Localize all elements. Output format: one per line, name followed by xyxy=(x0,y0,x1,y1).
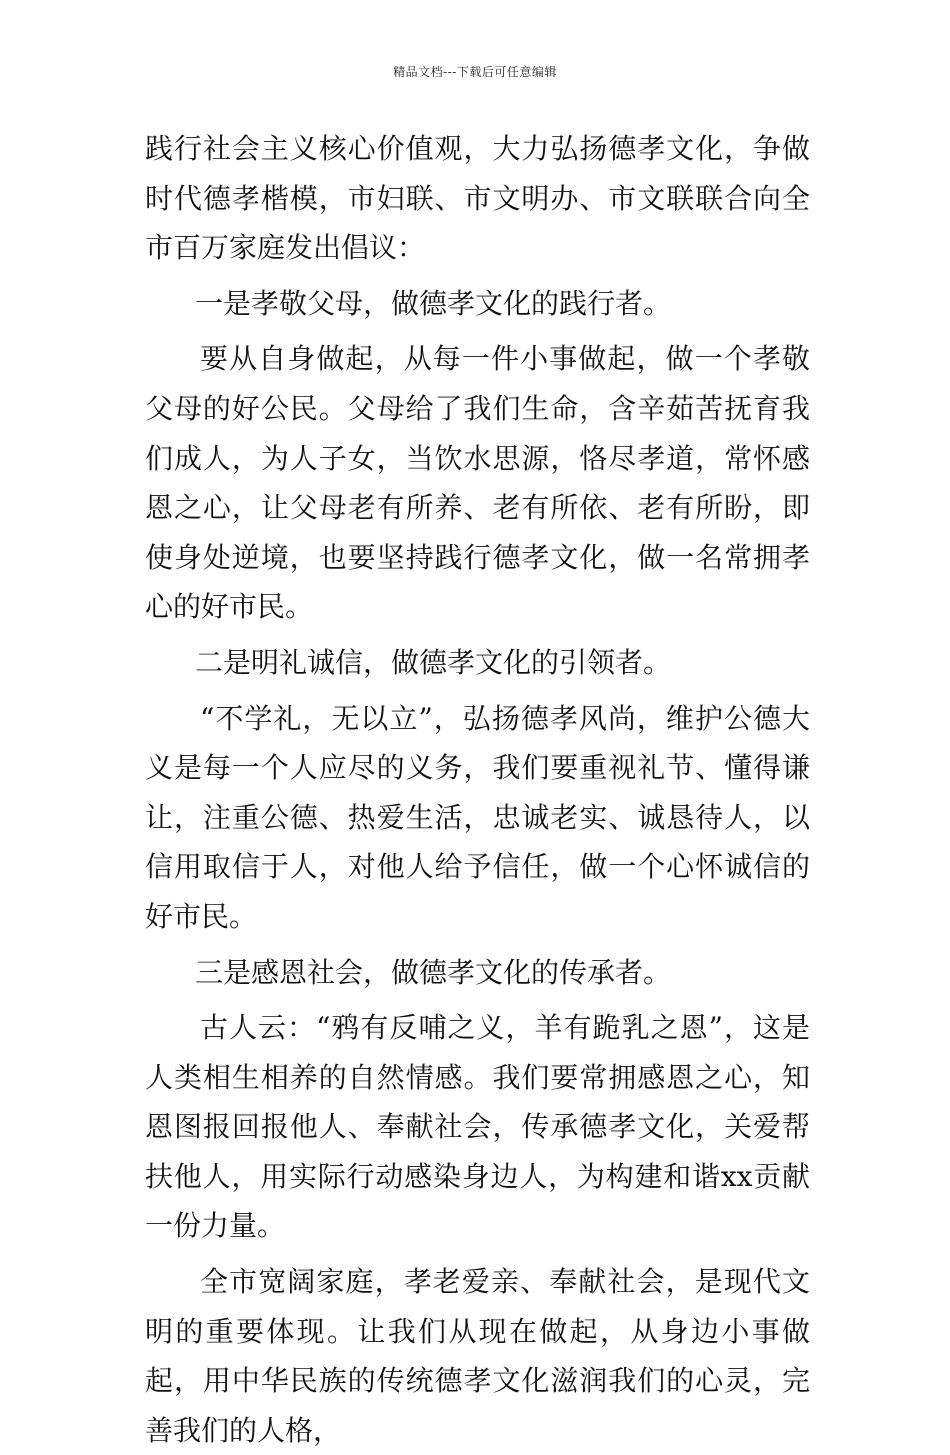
section-heading-3: 三是感恩社会，做德孝文化的传承者。 xyxy=(195,955,672,989)
intro-paragraph: 践行社会主义核心价值观，大力弘扬德孝文化，争做时代德孝楷模，市妇联、市文明办、市文联联合向全市百万家庭发出倡议： xyxy=(145,132,810,265)
section-body-1: 要从自身做起，从每一件小事做起，做一个孝敬父母的好公民。父母给了我们生命，含辛茹苦抚育我们成人，为人子女，当饮水思源，恪尽孝道，常怀感恩之心，让父母老有所养、老有所依、老有所盼，即使身处逆境，也要坚持践行德孝文化，做一名常拥孝心的好市民。 xyxy=(145,342,810,624)
section-body-2: “不学礼，无以立”，弘扬德孝风尚，维护公德大义是每一个人应尽的义务，我们要重视礼节、懂得谦让，注重公德、热爱生活，忠诚老实、诚恳待人，以信用取信于人，对他人给予信任，做一个心怀诚信的好市民。 xyxy=(145,701,810,933)
document-body xyxy=(145,124,810,1455)
page-header: 精品文档---下载后可任意编辑 xyxy=(393,65,557,79)
closing-paragraph: 全市宽阔家庭，孝老爱亲、奉献社会，是现代文明的重要体现。让我们从现在做起，从身边小事做起，用中华民族的传统德孝文化滋润我们的心灵，完善我们的人格， xyxy=(145,1265,810,1447)
section-heading-1: 一是孝敬父母，做德孝文化的践行者。 xyxy=(195,286,672,320)
section-heading-2: 二是明礼诚信，做德孝文化的引领者。 xyxy=(195,645,672,679)
section-body-3: 古人云：“鸦有反哺之义，羊有跪乳之恩”，这是人类相生相养的自然情感。我们要常拥感恩之心，知恩图报回报他人、奉献社会，传承德孝文化，关爱帮扶他人，用实际行动感染身边人，为构建和谐xx贡献一份力量。 xyxy=(145,1011,810,1243)
